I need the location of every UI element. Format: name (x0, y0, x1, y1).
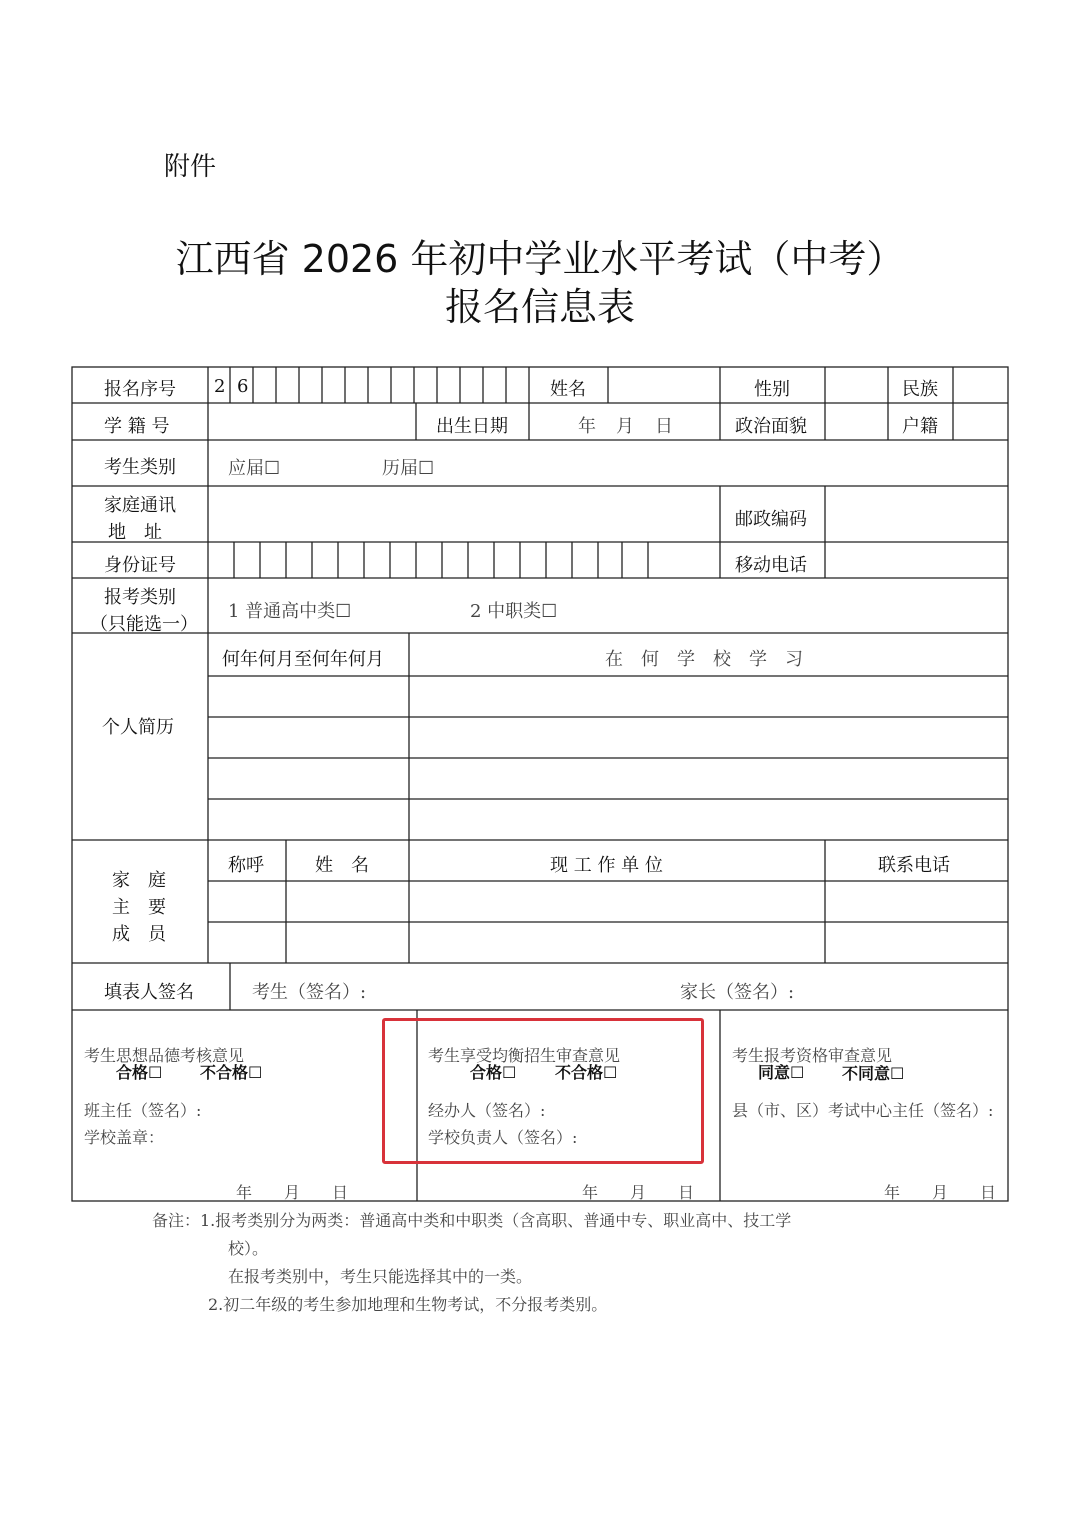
exam-type-option-highschool[interactable]: 1 普通高中类☐ (228, 601, 352, 622)
ethnicity-label: 民族 (902, 379, 938, 400)
birth-year: 年 (578, 416, 596, 437)
exam-type-option-vocational[interactable]: 2 中职类☐ (470, 601, 558, 622)
birth-label: 出生日期 (436, 416, 508, 437)
balanced-date-day: 日 (678, 1183, 695, 1202)
note-line: 校）。 (228, 1239, 269, 1258)
moral-pass-checkbox[interactable]: 合格☐ (116, 1063, 163, 1082)
moral-date-day: 日 (332, 1183, 349, 1202)
birth-day: 日 (655, 416, 673, 437)
address-label: 家庭通讯 (104, 495, 176, 516)
resume-col-period: 何年何月至何年何月 (222, 649, 384, 670)
family-col-name: 姓 名 (315, 855, 369, 876)
principal-signature: 学校负责人（签名）: (428, 1128, 578, 1147)
teacher-signature: 班主任（签名）: (84, 1101, 202, 1120)
exam-type-note: （只能选一） (90, 614, 198, 635)
moral-fail-checkbox[interactable]: 不合格☐ (200, 1063, 263, 1082)
attachment-label: 附件 (164, 152, 217, 182)
household-label: 户籍 (902, 416, 938, 437)
moral-date-month: 月 (284, 1183, 301, 1202)
signature-label: 填表人签名 (104, 982, 194, 1003)
family-col-work: 现 工 作 单 位 (550, 855, 663, 876)
form-title: 江西省 2026 年初中学业水平考试（中考） (175, 237, 905, 281)
qualification-date-month: 月 (932, 1183, 949, 1202)
student-id-label: 学 籍 号 (104, 416, 170, 437)
qualification-date-year: 年 (884, 1183, 901, 1202)
school-stamp: 学校盖章： (84, 1128, 165, 1147)
family-col-title: 称呼 (228, 855, 264, 876)
address-label: 地 址 (108, 522, 162, 543)
resume-label: 个人简历 (102, 717, 174, 738)
balanced-review-title: 考生享受均衡招生审查意见 (428, 1046, 621, 1065)
name-label: 姓名 (550, 379, 586, 400)
resume-col-school: 在 何 学 校 学 习 (605, 649, 803, 670)
handler-signature: 经办人（签名）: (428, 1101, 546, 1120)
note-line: 在报考类别中，考生只能选择其中的一类。 (228, 1267, 533, 1286)
note-line: 2.初二年级的考生参加地理和生物考试，不分报考类别。 (208, 1295, 608, 1314)
highlight-box (382, 1018, 704, 1164)
qualification-review-title: 考生报考资格审查意见 (732, 1046, 893, 1065)
mobile-label: 移动电话 (735, 555, 807, 576)
balanced-pass-checkbox[interactable]: 合格☐ (470, 1063, 517, 1082)
family-label: 主 要 (112, 897, 166, 918)
qualification-disagree-checkbox[interactable]: 不同意☐ (842, 1064, 905, 1083)
serial-label: 报名序号 (104, 379, 176, 400)
note-line: 备注：1.报考类别分为两类：普通高中类和中职类（含高职、普通中专、职业高中、技工学 (152, 1211, 792, 1230)
family-label: 家 庭 (112, 870, 166, 891)
moral-review-title: 考生思想品德考核意见 (84, 1046, 245, 1065)
postal-label: 邮政编码 (735, 509, 807, 530)
serial-digit: 6 (237, 376, 249, 397)
id-number-label: 身份证号 (104, 555, 176, 576)
birth-month: 月 (616, 416, 634, 437)
serial-digit: 2 (214, 376, 226, 397)
balanced-date-month: 月 (630, 1183, 647, 1202)
family-label: 成 员 (112, 924, 166, 945)
exam-type-label: 报考类别 (104, 587, 176, 608)
qualification-agree-checkbox[interactable]: 同意☐ (758, 1063, 805, 1082)
balanced-fail-checkbox[interactable]: 不合格☐ (555, 1063, 618, 1082)
category-label: 考生类别 (104, 457, 176, 478)
parent-signature: 家长（签名）: (680, 982, 795, 1003)
form-subtitle: 报名信息表 (444, 285, 635, 329)
previous-student-checkbox[interactable]: 历届☐ (382, 458, 435, 479)
political-label: 政治面貌 (735, 416, 807, 437)
qualification-date-day: 日 (980, 1183, 997, 1202)
moral-date-year: 年 (236, 1183, 253, 1202)
exam-center-director-signature: 县（市、区）考试中心主任（签名）: (732, 1101, 994, 1120)
current-student-checkbox[interactable]: 应届☐ (228, 458, 281, 479)
gender-label: 性别 (754, 379, 790, 400)
student-signature: 考生（签名）: (252, 982, 367, 1003)
family-col-phone: 联系电话 (878, 855, 950, 876)
balanced-date-year: 年 (582, 1183, 599, 1202)
